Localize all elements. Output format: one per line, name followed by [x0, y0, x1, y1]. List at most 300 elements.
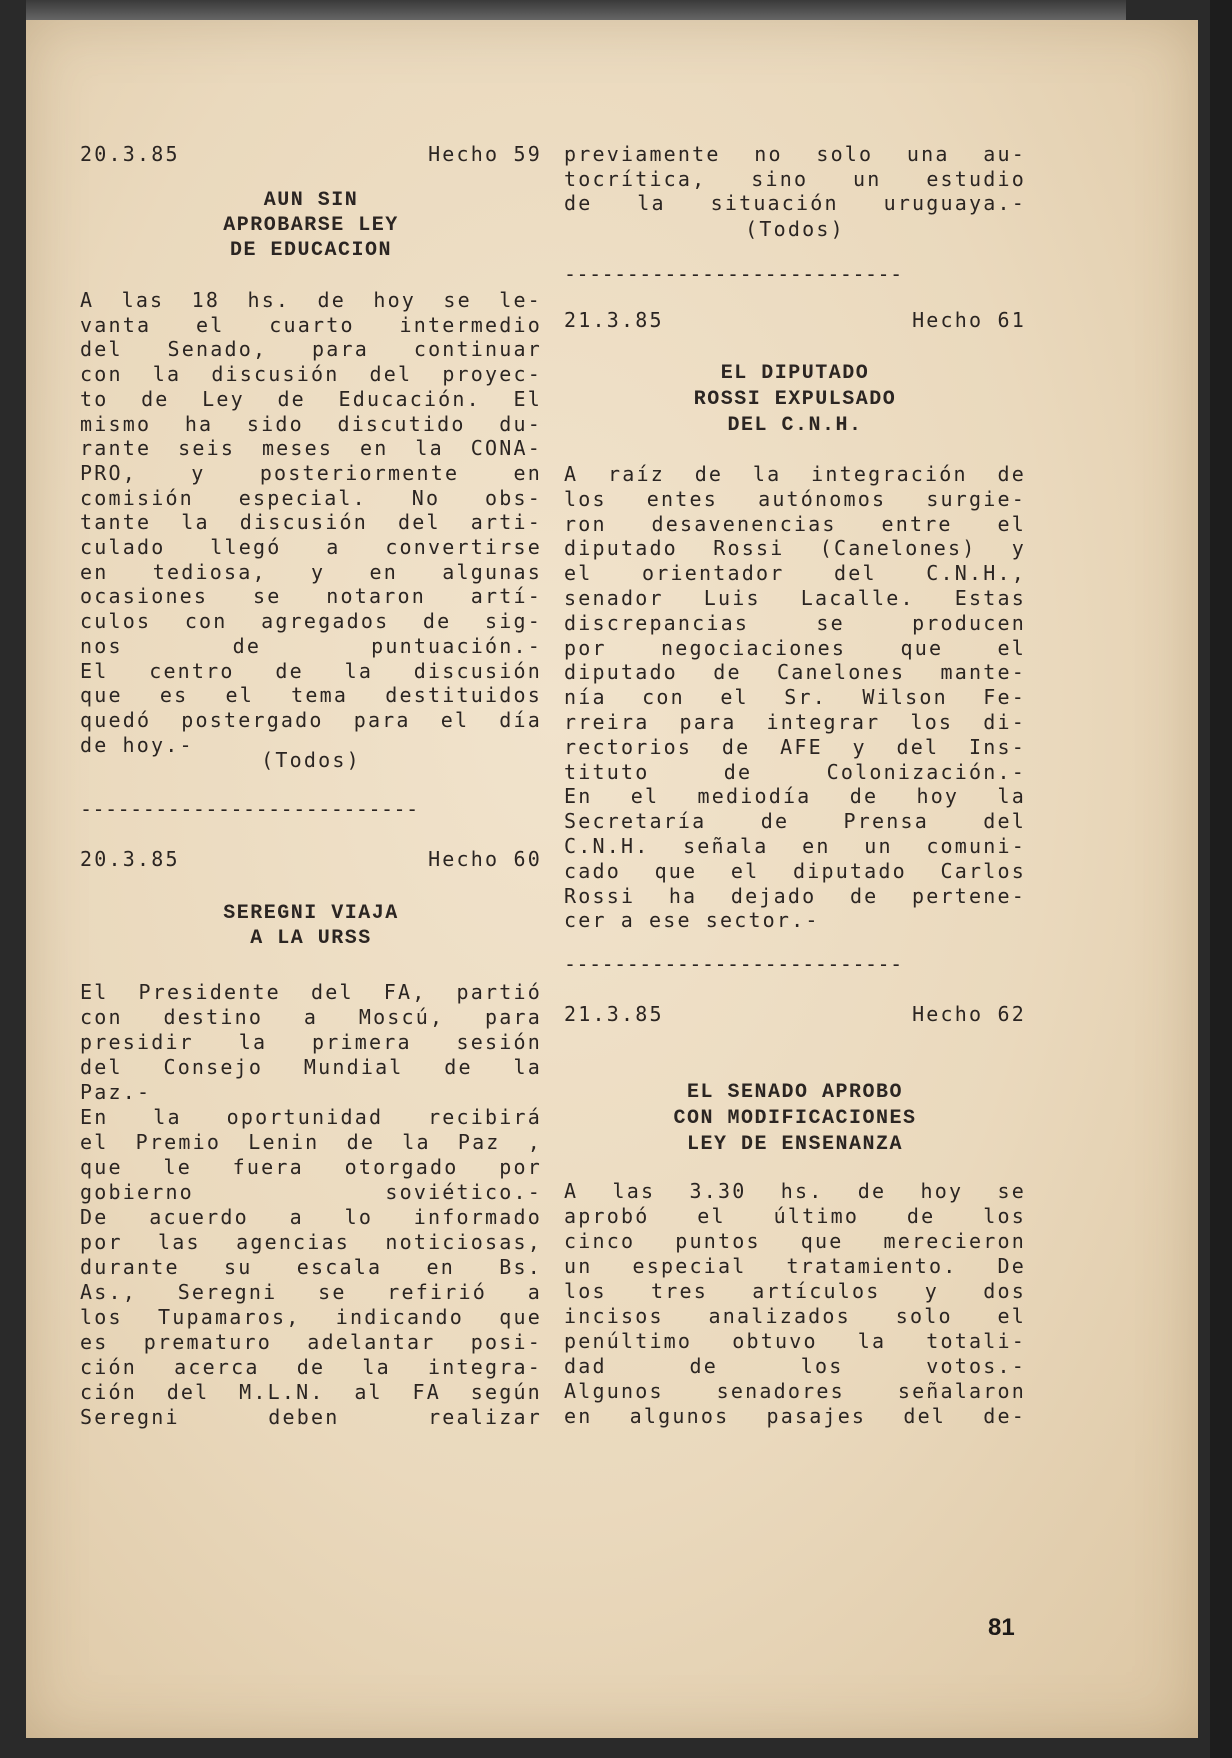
word: vanta [80, 312, 152, 337]
word: hs. [780, 1179, 824, 1203]
word: en [513, 460, 542, 485]
separator-line: --------------------------- [564, 262, 903, 286]
text-line [564, 510, 1026, 538]
hecho-62-title-line: EL SENADO APROBO [686, 1081, 904, 1104]
word: la [402, 1130, 431, 1154]
text-line [80, 1178, 542, 1206]
text-line [80, 1278, 542, 1306]
text-line [564, 609, 1026, 637]
word: seis [178, 436, 236, 461]
word: diputado [564, 660, 678, 685]
word: PRO, [80, 460, 137, 485]
word: Rossi [564, 883, 636, 908]
word: escala [296, 1255, 383, 1279]
hecho-61-header [564, 306, 1026, 334]
word: con [80, 1005, 123, 1029]
word: solo [895, 1304, 953, 1328]
word: uruguaya.- [883, 191, 1026, 215]
word: su [223, 1255, 253, 1279]
hecho-60-title-line: A LA URSS [250, 927, 372, 950]
word: rreira [564, 710, 650, 734]
word: comuni- [926, 834, 1026, 858]
word: tres [651, 1279, 708, 1303]
word: gobierno [80, 1180, 194, 1204]
separator-line: --------------------------- [564, 952, 903, 976]
word: el [997, 635, 1026, 660]
text-line [564, 634, 1026, 662]
word: las [121, 288, 165, 312]
text-line [564, 906, 1026, 934]
word: el [440, 707, 470, 732]
hecho-62-header [564, 1000, 1026, 1028]
text-line [564, 460, 1026, 488]
word: otorgado [344, 1155, 459, 1179]
word: fuera [232, 1155, 304, 1179]
word: previamente [564, 142, 721, 166]
word: la [238, 1030, 268, 1054]
hecho-59-signature: (Todos) [261, 748, 361, 772]
word: con [184, 609, 228, 634]
word: senador [564, 586, 664, 610]
word: puntuación.- [371, 633, 542, 658]
word: los [910, 710, 954, 734]
word: rante [80, 436, 152, 461]
word: hoy.- [122, 732, 194, 757]
word: el [997, 511, 1026, 536]
text-line [80, 1228, 542, 1256]
word: continuar [413, 337, 542, 362]
hecho-59-date: 20.3.85 [80, 142, 180, 166]
word: discusión [239, 510, 368, 535]
text-line [564, 1202, 1026, 1230]
word: (Canelones) [819, 536, 977, 561]
word: a [289, 1205, 304, 1229]
word: que [80, 683, 123, 708]
word: para [353, 707, 411, 732]
word: Mundial [303, 1055, 404, 1079]
word: Secretaría [564, 809, 707, 834]
word: llegó [210, 535, 282, 559]
word: Paz [457, 1130, 501, 1154]
word: de [141, 386, 170, 411]
word: postergado [181, 707, 324, 732]
hecho-59-title-line: APROBARSE LEY [223, 214, 399, 237]
word: discutido [337, 411, 466, 436]
hecho-59-continuation-signature: (Todos) [745, 217, 845, 241]
word: es [80, 1330, 109, 1354]
text-line [80, 1053, 542, 1081]
text-line [564, 832, 1026, 860]
word: a [303, 1005, 319, 1029]
word: de [422, 609, 452, 634]
word: tema [291, 683, 349, 708]
word: a [326, 535, 341, 559]
word: tante [80, 510, 152, 535]
text-line [564, 683, 1026, 711]
word: cuarto [269, 312, 355, 337]
text-line [80, 1303, 542, 1331]
word: la [152, 362, 182, 387]
word: pertene- [912, 883, 1026, 908]
hecho-60-title-line: SEREGNI VIAJA [223, 902, 399, 925]
word: centro [149, 658, 235, 683]
word: hoy [916, 784, 960, 809]
word: rectorios [564, 734, 693, 759]
word: En [564, 784, 593, 809]
text-line [564, 584, 1026, 612]
word: en [564, 1404, 593, 1428]
word: del [896, 734, 940, 759]
word: partió [456, 980, 542, 1004]
word: meses [261, 436, 334, 461]
text-line [80, 1378, 542, 1406]
word: un [864, 834, 893, 858]
word: Senado, [167, 337, 268, 362]
word: se [997, 1179, 1026, 1203]
word: señala [683, 834, 769, 858]
text-line [80, 1128, 542, 1156]
word: estudio [926, 166, 1026, 191]
hecho-60-label: Hecho 60 [428, 847, 542, 871]
word: los [564, 1279, 607, 1303]
word: posteriormente [259, 460, 460, 485]
hecho-62-title-line: LEY DE ENSENANZA [686, 1133, 904, 1156]
word: Colonización.- [826, 759, 1026, 784]
text-line [564, 1302, 1026, 1330]
text-line [564, 807, 1026, 835]
text-line [80, 1328, 542, 1356]
word: los [80, 1305, 123, 1329]
word: los [983, 1204, 1026, 1228]
word: autónomos [758, 486, 887, 511]
word: deben [268, 1405, 340, 1429]
word: el [720, 685, 749, 710]
word: de [857, 1179, 887, 1203]
word: la [513, 1055, 542, 1079]
word: se [318, 1280, 347, 1304]
word: y [310, 559, 326, 584]
word: el [697, 1204, 726, 1228]
word: ese [648, 908, 692, 933]
word: analizados [708, 1304, 851, 1328]
word: ron [564, 511, 607, 536]
word: desavenencias [651, 511, 837, 536]
word: El [513, 386, 542, 411]
word: convertirse [385, 535, 542, 559]
word: agencias [236, 1230, 351, 1254]
text-line [80, 1028, 542, 1056]
word: del [369, 362, 413, 387]
word: 18 [191, 288, 221, 312]
word: Estas [954, 586, 1026, 610]
word: y [924, 1279, 939, 1303]
word: dad [564, 1354, 607, 1378]
word: de [277, 386, 306, 411]
word: la [344, 658, 374, 683]
word: votos.- [926, 1354, 1026, 1378]
word: Canelones [777, 660, 906, 685]
word: señalaron [897, 1379, 1026, 1403]
text-line [564, 1327, 1026, 1355]
word: los [800, 1354, 844, 1378]
word: las [158, 1230, 201, 1254]
word: Wilson [862, 685, 948, 710]
scan-top-edge [26, 0, 1126, 22]
text-line [564, 189, 1026, 217]
word: acerca [174, 1355, 260, 1379]
word: con [642, 685, 685, 710]
word: acuerdo [149, 1205, 249, 1229]
word: culos [80, 609, 152, 634]
word: tediosa, [152, 559, 267, 584]
word: Educación. [338, 386, 481, 411]
word: Premio [135, 1130, 222, 1154]
word: del [983, 809, 1026, 834]
word: recibirá [428, 1105, 542, 1129]
word: primera [312, 1030, 412, 1054]
text-line [564, 1277, 1026, 1305]
word: algunas [442, 559, 542, 584]
word: Prensa [843, 809, 929, 834]
document-page [26, 20, 1198, 1738]
word: entre [881, 511, 953, 536]
text-line [564, 758, 1026, 786]
word: presidir [80, 1030, 194, 1054]
word: A [564, 1179, 579, 1203]
word: del [80, 337, 123, 362]
word: le- [499, 288, 542, 312]
word: No [411, 485, 441, 510]
hecho-61-date: 21.3.85 [564, 308, 664, 332]
hecho-59-header [80, 140, 542, 168]
word: de [997, 462, 1026, 486]
word: AFE [780, 734, 823, 759]
word: de [906, 1204, 936, 1228]
word: mismo [80, 411, 152, 436]
word: en [360, 436, 389, 461]
word: situación [710, 191, 839, 215]
word: diputado [564, 536, 678, 561]
word: Presidente [138, 980, 281, 1004]
word: el [630, 784, 660, 809]
word: los [564, 486, 607, 511]
word: integra- [428, 1355, 542, 1379]
hecho-62-title-line: CON MODIFICACIONES [673, 1107, 917, 1130]
word: di- [983, 710, 1026, 734]
word: hoy [920, 1179, 964, 1203]
word: de [275, 658, 304, 683]
hecho-60-date: 20.3.85 [80, 847, 180, 871]
word: ción [80, 1355, 137, 1379]
text-line [564, 1227, 1026, 1255]
text-line [80, 1078, 542, 1106]
hecho-59-title-line: AUN SIN [263, 189, 359, 212]
word: el [730, 858, 760, 883]
word: lo [344, 1205, 374, 1229]
word: sector.- [705, 908, 820, 933]
word: sesión [456, 1030, 542, 1054]
word: y [1011, 536, 1026, 561]
word: las [612, 1179, 656, 1203]
word: pasajes [766, 1404, 867, 1428]
word: senadores [716, 1379, 845, 1403]
word: notaron [326, 584, 426, 609]
word: el [564, 561, 593, 586]
word: hoy [373, 288, 417, 312]
hecho-59-title-line: DE EDUCACION [229, 239, 393, 262]
word: y [191, 460, 206, 485]
text-line [564, 1402, 1026, 1430]
word: informado [413, 1205, 542, 1229]
text-line [564, 1352, 1026, 1380]
word: la [752, 462, 782, 486]
word: Bs. [499, 1255, 542, 1279]
word: ha [668, 883, 698, 908]
hecho-61-title-line: ROSSI EXPULSADO [693, 388, 897, 411]
word: de [689, 1354, 718, 1378]
word: se [252, 584, 282, 609]
word: Fe- [983, 685, 1026, 710]
word: del [80, 1055, 123, 1079]
text-line [80, 1003, 542, 1031]
word: la [181, 510, 210, 535]
word: Paz.- [80, 1080, 152, 1104]
word: la [415, 436, 444, 461]
word: Rossi [713, 536, 785, 561]
word: de [296, 1355, 326, 1379]
word: discusión [413, 658, 542, 683]
word: de [317, 288, 346, 312]
word: El [80, 980, 109, 1004]
word: posi- [470, 1330, 542, 1354]
text-line [564, 559, 1026, 587]
word: por [499, 1155, 542, 1179]
word: el [196, 312, 225, 337]
word: que [654, 858, 698, 883]
word: de- [983, 1404, 1026, 1428]
word: diputado [792, 858, 907, 883]
word: especial. [238, 485, 367, 510]
word: el [225, 683, 255, 708]
word: Seregni [80, 1405, 180, 1429]
word: en [426, 1255, 455, 1279]
word: especial [632, 1254, 747, 1278]
word: destino [163, 1005, 264, 1029]
text-line [564, 708, 1026, 736]
word: Moscú, [358, 1005, 445, 1029]
word: ción [80, 1380, 137, 1404]
text-line [80, 1353, 542, 1381]
word: entes [646, 486, 719, 511]
word: la [637, 191, 666, 215]
text-line [564, 1377, 1026, 1405]
word: que [80, 1155, 123, 1179]
text-line [564, 1177, 1026, 1205]
word: realizar [428, 1405, 542, 1429]
word: para [679, 710, 737, 734]
word: de [713, 660, 742, 685]
word: du- [499, 411, 542, 436]
word: aprobó [564, 1204, 650, 1228]
word: Ley [202, 386, 245, 411]
word: del [903, 1404, 947, 1428]
word: que [800, 1229, 844, 1253]
text-line [564, 733, 1026, 761]
word: El [80, 658, 109, 683]
word: sino [751, 166, 809, 191]
hecho-62-date: 21.3.85 [564, 1002, 664, 1026]
text-line [564, 782, 1026, 810]
text-line [564, 485, 1026, 513]
word: De [80, 1205, 109, 1229]
word: la [997, 784, 1026, 809]
word: negociaciones [661, 635, 847, 660]
word: Algunos [564, 1379, 664, 1403]
word: C.N.H. [564, 834, 650, 858]
word: un [564, 1254, 593, 1278]
word: Seregni [177, 1280, 278, 1304]
word: sido [246, 411, 304, 436]
word: para [312, 337, 370, 362]
word: cinco [564, 1229, 636, 1253]
text-line [564, 534, 1026, 562]
word: puntos [675, 1229, 761, 1253]
word: no [754, 142, 783, 166]
word: del [166, 1380, 210, 1404]
word: noticiosas, [385, 1230, 542, 1254]
hecho-61-title-line: DEL C.N.H. [727, 414, 863, 437]
word: con [80, 362, 123, 387]
word: la [362, 1355, 391, 1379]
word: indicando [335, 1305, 464, 1329]
word: obtuvo [732, 1329, 818, 1353]
word: y [852, 734, 867, 759]
word: según [470, 1380, 542, 1404]
word: mediodía [697, 784, 812, 809]
word: refirió [387, 1280, 487, 1304]
word: FA, [383, 980, 427, 1004]
word: al [354, 1380, 383, 1404]
text-line [80, 1153, 542, 1181]
word: Ins- [968, 734, 1026, 759]
word: producen [912, 610, 1026, 635]
page-number: 81 [988, 1614, 1015, 1641]
word: destituidos [385, 683, 542, 708]
word: sig- [484, 609, 542, 634]
text-line [80, 1253, 542, 1281]
word: de [346, 1130, 376, 1154]
word: surgie- [926, 486, 1026, 511]
word: un [853, 166, 882, 191]
word: adelantar [307, 1330, 436, 1354]
word: En [80, 1105, 109, 1129]
text-line [564, 1252, 1026, 1280]
word: algunos [629, 1404, 730, 1428]
word: ocasiones [80, 584, 209, 609]
word: nía [564, 685, 607, 710]
word: tituto [564, 759, 650, 784]
word: CONA- [470, 436, 542, 461]
word: au- [983, 142, 1026, 166]
word: arti- [470, 510, 542, 535]
word: De [997, 1254, 1026, 1278]
word: por [80, 1230, 123, 1254]
word: integración [811, 462, 968, 486]
word: raíz [607, 462, 665, 486]
word: la [153, 1105, 182, 1129]
word: se [816, 610, 845, 635]
word: Lacalle. [800, 586, 915, 610]
